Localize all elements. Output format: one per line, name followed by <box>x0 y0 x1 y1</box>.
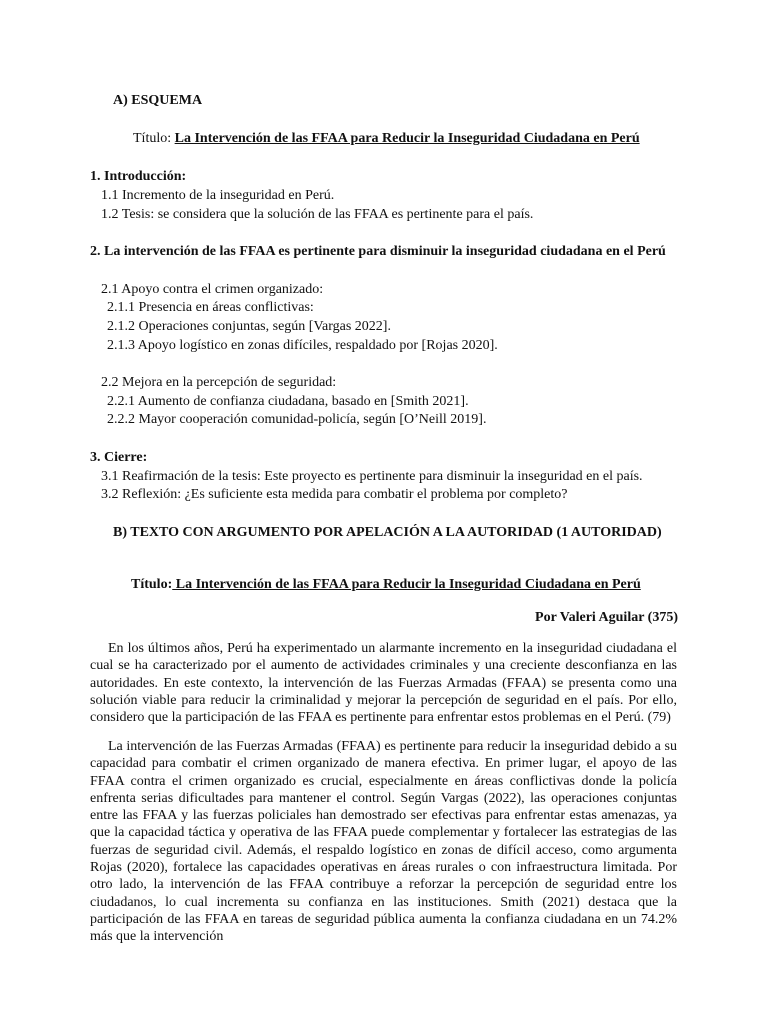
outline-item: 3.2 Reflexión: ¿Es suficiente esta medida para combatir el problema por completo? <box>101 487 568 502</box>
title-prefix: Título: <box>133 131 175 146</box>
byline: Por Valeri Aguilar (375) <box>535 610 678 625</box>
intro-heading: 1. Introducción: <box>90 169 187 184</box>
outline-item: 2.2.1 Aumento de confianza ciudadana, basado en [Smith 2021]. <box>107 394 469 409</box>
section-b-title-line <box>131 575 641 594</box>
outline-item: 2.1.2 Operaciones conjuntas, según [Vargas 2022]. <box>107 319 391 334</box>
section-a-heading: A) ESQUEMA <box>113 93 203 108</box>
outline-item: 1.2 Tesis: se considera que la solución de las FFAA es pertinente para el país. <box>101 207 534 222</box>
paragraph-1 <box>90 640 677 726</box>
section-b-title: La Intervención de las FFAA para Reducir la Inseguridad Ciudadana en Perú <box>172 577 641 592</box>
paragraph-2-text: La intervención de las Fuerzas Armadas (FFAA) es pertinente para reducir la inseguridad debido a su capacidad para combatir el crimen organizado de manera efectiva. En primer lugar, el apoyo de las FFAA contra el crimen organizado es crucial, especialmente en áreas conflictivas donde la policía enfrenta serias dificultades para mantener el control. Según Vargas (2022), las operaciones conjuntas entre las FFAA y las fuerzas policiales han demostrado ser efectivas para enfrentar estas amenazas, ya que la capacidad táctica y operativa de las FFAA puede complementar y fortalecer las estrategias de las fuerzas de seguridad civil. Además, el respaldo logístico en zonas de difícil acceso, como argumenta Rojas (2020), fortalece las capacidades operativas en áreas rurales o con infraestructura limitada. Por otro lado, la intervención de las FFAA contribuye a reforzar la percepción de seguridad entre los ciudadanos, lo cual incrementa su confianza en las instituciones. Smith (2021) destaca que la participación de las FFAA en tareas de seguridad pública aumenta la confianza ciudadana en un 74.2% más que la intervención <box>90 739 677 945</box>
outline-item: 2.2.2 Mayor cooperación comunidad-policía, según [O’Neill 2019]. <box>107 412 487 427</box>
paragraph-1-text: En los últimos años, Perú ha experimentado un alarmante incremento en la inseguridad ciudadana el cual se ha caracterizado por el aumento de actividades criminales y una creciente desconfianza en las autoridades. En este contexto, la intervención de las Fuerzas Armadas (FFAA) se presenta como una solución viable para reducir la criminalidad y mejorar la percepción de seguridad en el país. Por ello, considero que la participación de las FFAA es pertinente para enfrentar estos problemas en el Perú. (79) <box>90 641 677 726</box>
outline-subheading: 2.1 Apoyo contra el crimen organizado: <box>101 282 324 297</box>
section-b-heading: B) TEXTO CON ARGUMENTO POR APELACIÓN A LA AUTORIDAD (1 AUTORIDAD) <box>113 525 662 540</box>
part2-heading: 2. La intervención de las FFAA es pertinente para disminuir la inseguridad ciudadana en el Perú <box>90 244 666 259</box>
section-a-title-line <box>133 129 640 148</box>
closing-heading: 3. Cierre: <box>90 450 148 465</box>
title-prefix: Título: <box>131 577 173 592</box>
outline-item: 2.1.1 Presencia en áreas conflictivas: <box>107 300 314 315</box>
outline-item: 2.1.3 Apoyo logístico en zonas difíciles, respaldado por [Rojas 2020]. <box>107 338 498 353</box>
outline-item: 3.1 Reafirmación de la tesis: Este proyecto es pertinente para disminuir la inseguridad en el país. <box>101 469 643 484</box>
outline-subheading: 2.2 Mejora en la percepción de seguridad: <box>101 375 337 390</box>
outline-item: 1.1 Incremento de la inseguridad en Perú. <box>101 188 335 203</box>
section-a-title: La Intervención de las FFAA para Reducir la Inseguridad Ciudadana en Perú <box>174 131 640 146</box>
paragraph-2 <box>90 738 677 946</box>
